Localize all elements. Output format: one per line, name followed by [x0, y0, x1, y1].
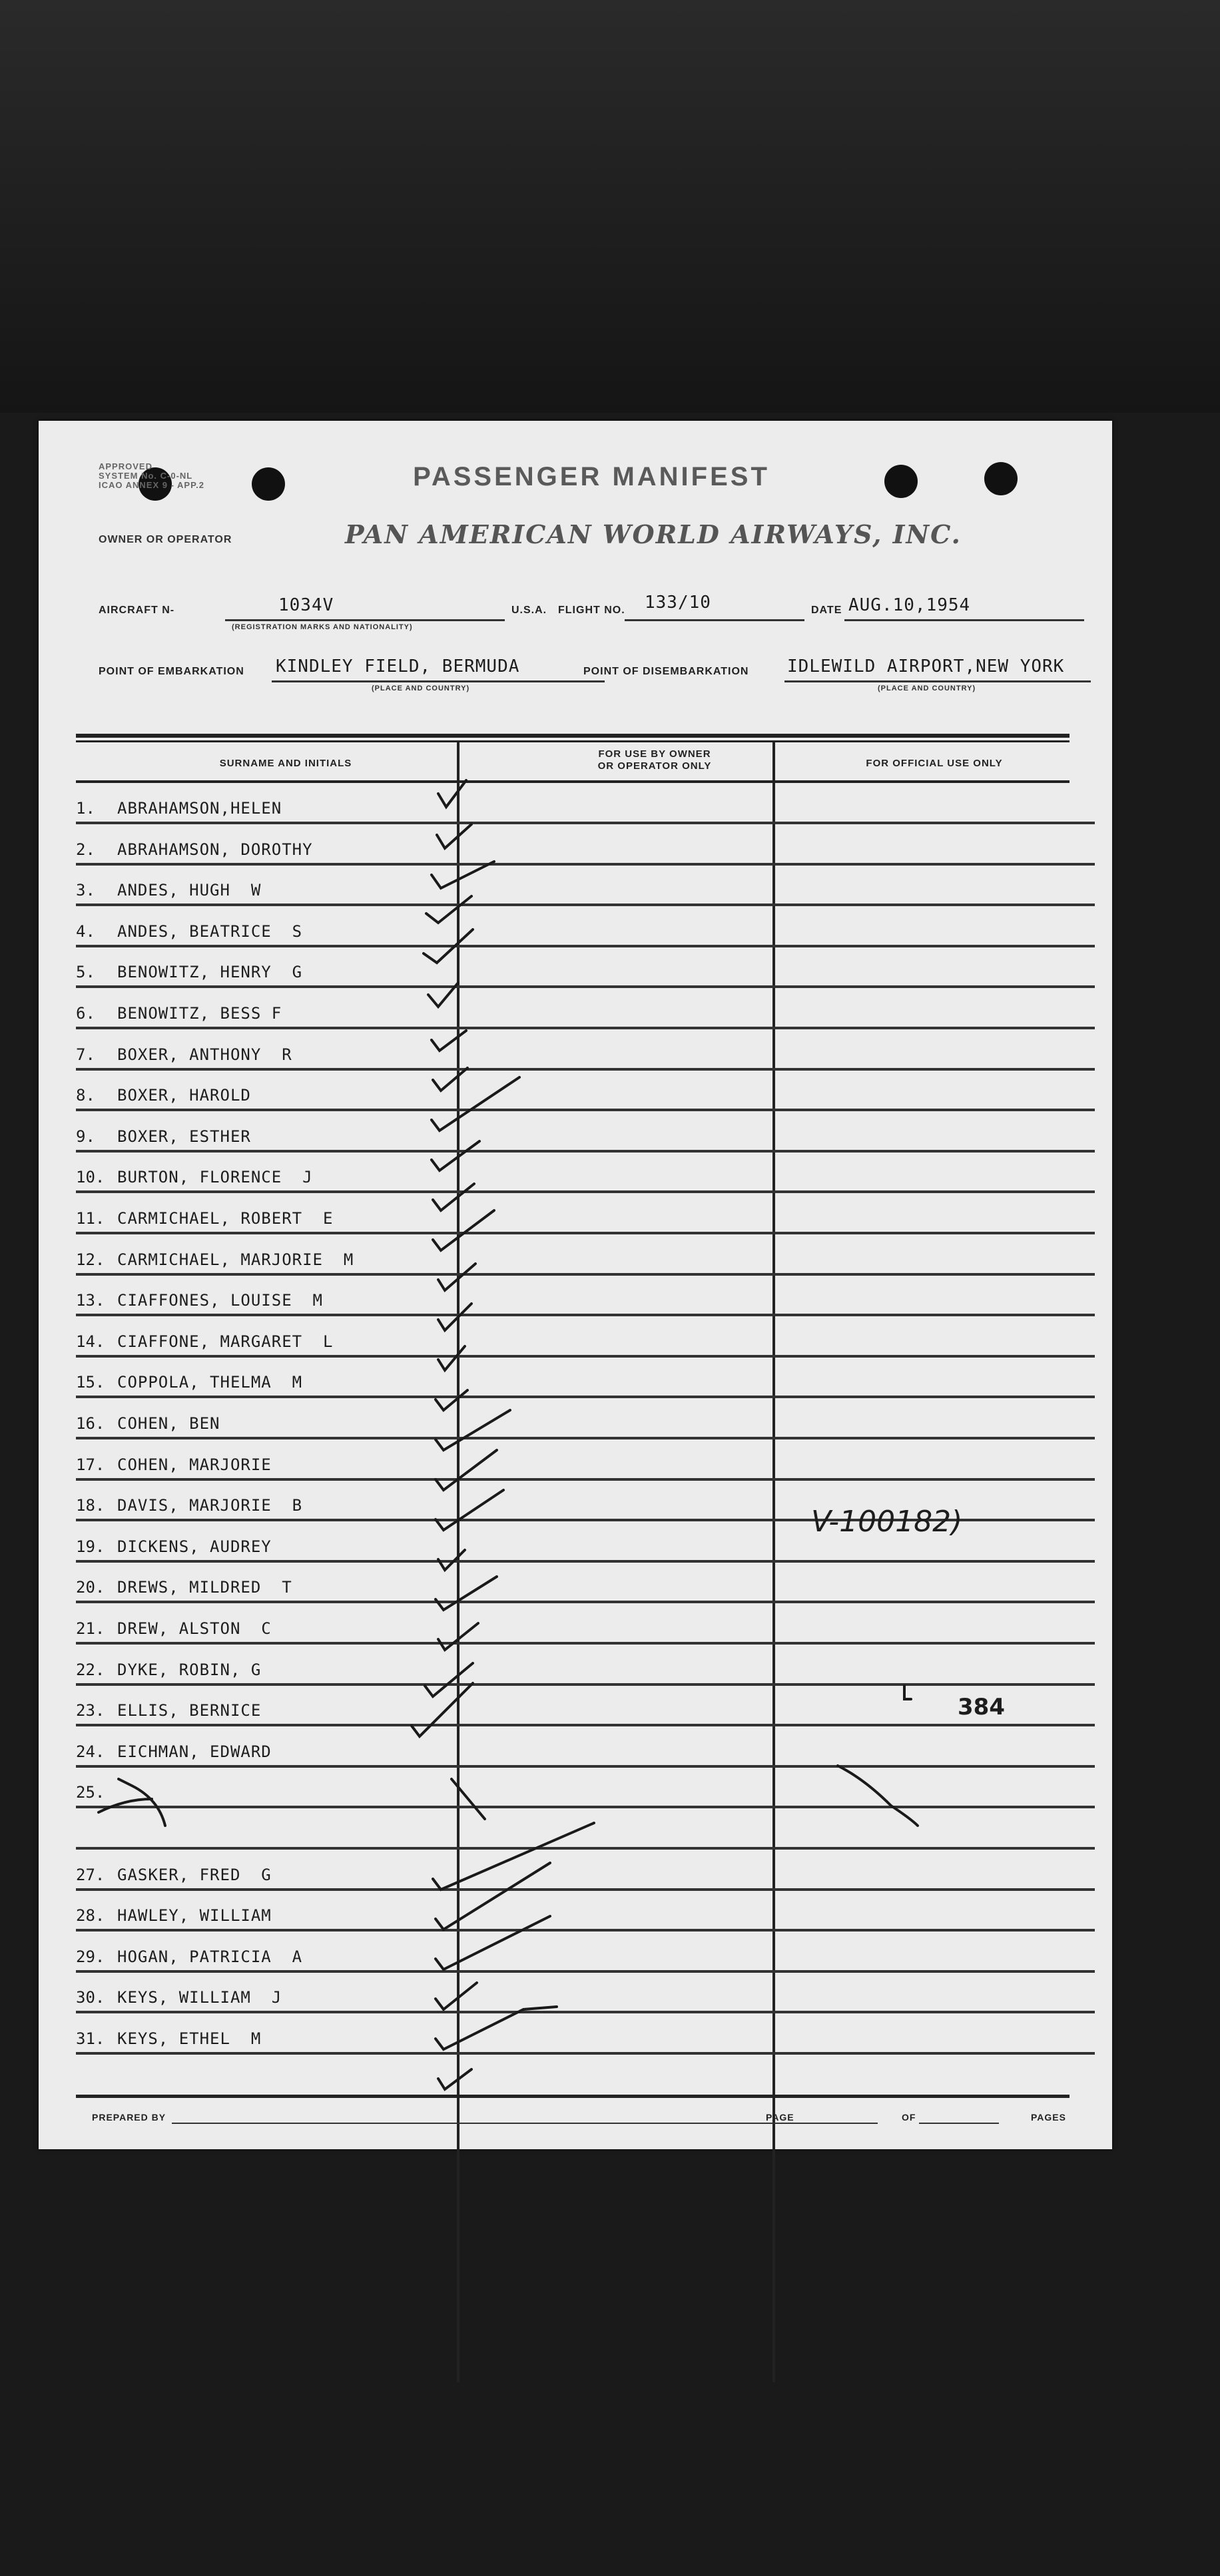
official-note-384: 384 [958, 1694, 1005, 1720]
passenger-number: 4. [76, 921, 95, 941]
passenger-number: 29. [76, 1947, 105, 1966]
passenger-row [76, 988, 1095, 1029]
passenger-name: DYKE, ROBIN, G [117, 1660, 262, 1679]
passenger-row [76, 1152, 1095, 1193]
passenger-number: 13. [76, 1291, 105, 1310]
passenger-name: KEYS, WILLIAM J [117, 1988, 282, 2007]
page-line [798, 2123, 878, 2124]
passenger-row [76, 1932, 1095, 1973]
date-value: AUG.10,1954 [848, 595, 971, 615]
passenger-row [76, 1398, 1095, 1439]
passenger-name: ABRAHAMSON,HELEN [117, 799, 282, 818]
passenger-row [76, 1850, 1095, 1891]
passenger-number: 24. [76, 1742, 105, 1761]
passenger-row [76, 1808, 1095, 1850]
official-note-v-number: V-100182) [811, 1505, 963, 1539]
embarkation-label: POINT OF EMBARKATION [99, 666, 244, 677]
passenger-name: DICKENS, AUDREY [117, 1537, 272, 1556]
passenger-name: HOGAN, PATRICIA A [117, 1947, 303, 1966]
of-label: OF [902, 2112, 916, 2123]
embarkation-underline [272, 680, 605, 682]
date-underline [844, 619, 1084, 621]
passenger-row [76, 1439, 1095, 1481]
passenger-name: BOXER, HAROLD [117, 1086, 251, 1105]
passenger-row [76, 1234, 1095, 1276]
passenger-row [76, 1603, 1095, 1645]
passenger-number: 19. [76, 1537, 105, 1556]
approval-stamp: APPROVED SYSTEM No. C-0-NL ICAO ANNEX 9 - APP.2 [99, 461, 204, 490]
passenger-row [76, 1685, 1095, 1726]
flight-number: 133/10 [645, 593, 711, 613]
punch-hole [252, 467, 285, 501]
passenger-name: GASKER, FRED G [117, 1865, 272, 1884]
passenger-row [76, 1767, 1095, 1808]
passenger-name: ANDES, HUGH W [117, 881, 262, 900]
of-line [919, 2123, 999, 2124]
passenger-row [76, 1972, 1095, 2013]
passenger-number: 30. [76, 1988, 105, 2007]
disembarkation-label: POINT OF DISEMBARKATION [583, 666, 749, 677]
passenger-name: KEYS, ETHEL M [117, 2029, 262, 2048]
disembarkation-caption: (PLACE AND COUNTRY) [878, 684, 976, 692]
passenger-row [76, 1645, 1095, 1686]
passenger-number: 10. [76, 1168, 105, 1187]
passenger-row [76, 1890, 1095, 1932]
passenger-name: CARMICHAEL, ROBERT E [117, 1209, 334, 1228]
aircraft-label: AIRCRAFT N- [99, 605, 175, 616]
passenger-number: 15. [76, 1373, 105, 1392]
passenger-name: EICHMAN, EDWARD [117, 1742, 272, 1761]
passenger-name: CIAFFONES, LOUISE M [117, 1291, 323, 1310]
col-owner-header: FOR USE BY OWNER OR OPERATOR ONLY [597, 748, 712, 772]
passenger-row [76, 1111, 1095, 1153]
passenger-name: HAWLEY, WILLIAM [117, 1906, 272, 1926]
passenger-number: 6. [76, 1004, 95, 1023]
passenger-row [76, 783, 1095, 824]
flight-label: FLIGHT NO. [558, 605, 625, 616]
country-label: U.S.A. [511, 605, 547, 616]
date-label: DATE [811, 605, 842, 616]
passenger-number: 1. [76, 799, 95, 818]
passenger-number: 22. [76, 1660, 105, 1679]
aircraft-underline [225, 619, 505, 621]
passenger-number: 27. [76, 1865, 105, 1884]
passenger-number: 9. [76, 1127, 95, 1146]
footer-top-rule [76, 2095, 1069, 2098]
pages-label: PAGES [1031, 2112, 1066, 2123]
passenger-number: 16. [76, 1414, 105, 1433]
passenger-row [76, 1193, 1095, 1234]
passenger-number: 21. [76, 1619, 105, 1638]
embarkation-caption: (PLACE AND COUNTRY) [372, 684, 470, 692]
passenger-name: ABRAHAMSON, DOROTHY [117, 840, 313, 859]
passenger-row [76, 824, 1095, 866]
passenger-row [76, 906, 1095, 947]
embarkation-value: KINDLEY FIELD, BERMUDA [276, 656, 520, 676]
passenger-name: DAVIS, MARJORIE B [117, 1496, 303, 1515]
manifest-page [39, 421, 1112, 2149]
passenger-number: 18. [76, 1496, 105, 1515]
flight-underline [625, 619, 804, 621]
disembarkation-value: IDLEWILD AIRPORT,NEW YORK [787, 656, 1065, 676]
row-rule [76, 2052, 1095, 2055]
passenger-name: COHEN, BEN [117, 1414, 220, 1433]
passenger-name: ANDES, BEATRICE S [117, 921, 303, 941]
passenger-name: BURTON, FLORENCE J [117, 1168, 313, 1187]
passenger-row [76, 1029, 1095, 1071]
passenger-name: ELLIS, BERNICE [117, 1701, 262, 1720]
page-label: PAGE [766, 2112, 794, 2123]
owner-label: OWNER OR OPERATOR [99, 534, 232, 545]
disembarkation-underline [784, 680, 1091, 682]
passenger-name: BOXER, ANTHONY R [117, 1045, 292, 1064]
passenger-name: DREW, ALSTON C [117, 1619, 272, 1638]
punch-hole [884, 465, 918, 498]
aircraft-number: 1034V [278, 595, 334, 615]
passenger-name: DREWS, MILDRED T [117, 1578, 292, 1597]
passenger-number: 17. [76, 1455, 105, 1474]
prepared-by-label: PREPARED BY [92, 2112, 166, 2123]
passenger-name: BOXER, ESTHER [117, 1127, 251, 1146]
passenger-row [76, 1070, 1095, 1111]
passenger-name: BENOWITZ, HENRY G [117, 963, 303, 982]
passenger-row [76, 1275, 1095, 1316]
passenger-number: 20. [76, 1578, 105, 1597]
col-surname-header: SURNAME AND INITIALS [219, 758, 352, 769]
passenger-name: BENOWITZ, BESS F [117, 1004, 282, 1023]
page-title: PASSENGER MANIFEST [413, 462, 770, 491]
passenger-number: 25. [76, 1783, 105, 1802]
passenger-row [76, 947, 1095, 988]
passenger-number: 31. [76, 2029, 105, 2048]
passenger-number: 3. [76, 881, 95, 900]
registration-caption: (REGISTRATION MARKS AND NATIONALITY) [232, 623, 413, 631]
passenger-name: CARMICHAEL, MARJORIE M [117, 1250, 354, 1269]
passenger-name: COHEN, MARJORIE [117, 1455, 272, 1474]
passenger-number: 7. [76, 1045, 95, 1064]
passenger-number: 11. [76, 1209, 105, 1228]
passenger-number: 5. [76, 963, 95, 982]
prepared-by-line [172, 2123, 798, 2124]
passenger-number: 23. [76, 1701, 105, 1720]
passenger-row [76, 1562, 1095, 1603]
passenger-row [76, 865, 1095, 906]
passenger-name: COPPOLA, THELMA M [117, 1373, 303, 1392]
passenger-number: 14. [76, 1332, 105, 1351]
passenger-number: 8. [76, 1086, 95, 1105]
col-official-header: FOR OFFICIAL USE ONLY [866, 758, 1003, 769]
passenger-number: 28. [76, 1906, 105, 1926]
passenger-row [76, 1357, 1095, 1398]
passenger-row [76, 1316, 1095, 1358]
passenger-row [76, 2013, 1095, 2055]
scan-background [0, 0, 1220, 413]
passenger-name: CIAFFONE, MARGARET L [117, 1332, 334, 1351]
passenger-number: 2. [76, 840, 95, 859]
table-top-rule-2 [76, 740, 1069, 742]
table-top-rule [76, 734, 1069, 738]
punch-hole [984, 462, 1018, 495]
passenger-number: 12. [76, 1250, 105, 1269]
airline-name: PAN AMERICAN WORLD AIRWAYS, INC. [345, 519, 962, 549]
passenger-row [76, 1726, 1095, 1768]
